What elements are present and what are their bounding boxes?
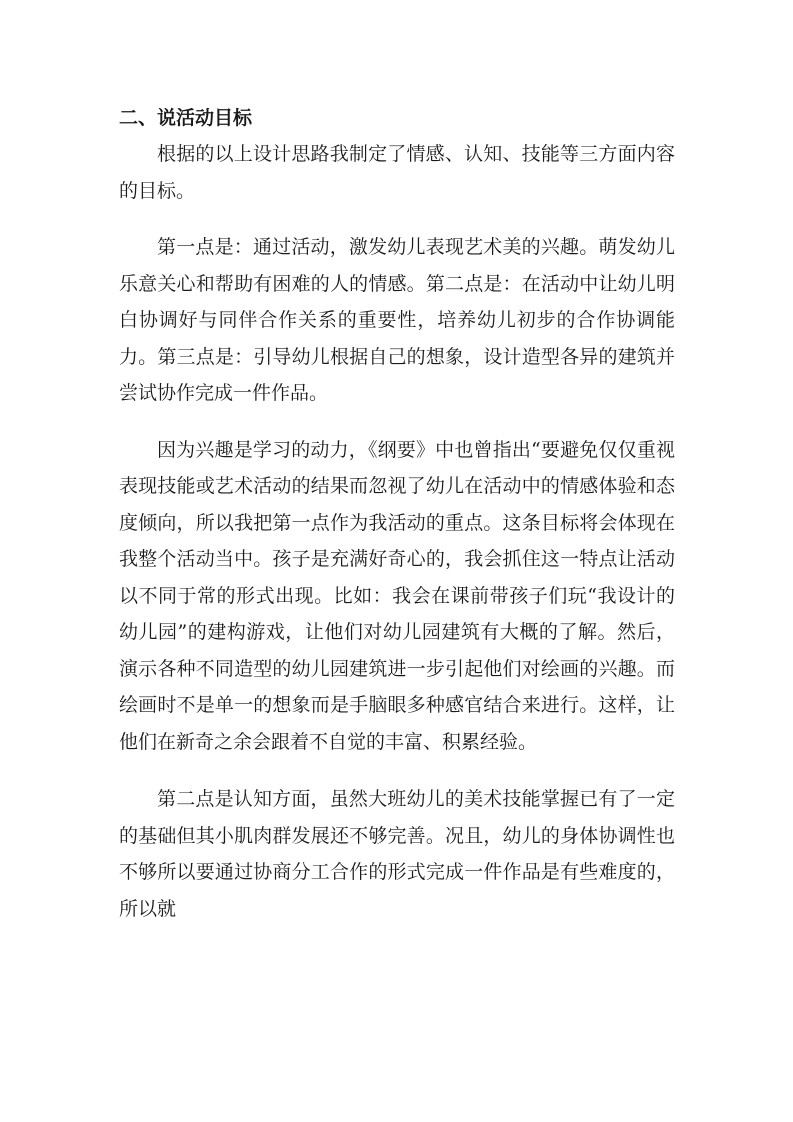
document-body xyxy=(119,100,675,927)
paragraph-goals-intro: 根据的以上设计思路我制定了情感、认知、技能等三方面内容的目标。 xyxy=(119,143,675,202)
paragraph-interest-focus: 因为兴趣是学习的动力，《纲要》中也曾指出“要避免仅仅重视表现技能或艺术活动的结果而忽视了幼儿在活动中的情感体验和态度倾向，所以我把第一点作为我活动的重点。这条目标将会体现在我整个活动当中。孩子是充满好奇心的，我会抓住这一特点让活动以不同于常的形式出现。比如：我会在课前带孩子们玩“我设计的幼儿园”的建构游戏，让他们对幼儿园建筑有大概的了解。然后，演示各种不同造型的幼儿园建筑进一步引起他们对绘画的兴趣。而绘画时不是单一的想象而是手脑眼多种感官结合来进行。这样，让他们在新奇之余会跟着不自觉的丰富、积累经验。 xyxy=(119,438,675,753)
section-heading: 二、说活动目标 xyxy=(119,107,253,129)
paragraph-cognitive-point: 第二点是认知方面，虽然大班幼儿的美术技能掌握已有了一定的基础但其小肌肉群发展还不够完善。况且，幼儿的身体协调性也不够所以要通过协商分工合作的形式完成一件作品是有些难度的，所以就 xyxy=(119,788,675,920)
paragraph-three-points: 第一点是：通过活动，激发幼儿表现艺术美的兴趣。萌发幼儿乐意关心和帮助有困难的人的情感。第二点是：在活动中让幼儿明白协调好与同伴合作关系的重要性，培养幼儿初步的合作协调能力。第三点是：引导幼儿根据自己的想象，设计造型各异的建筑并尝试协作完成一件作品。 xyxy=(119,236,675,404)
